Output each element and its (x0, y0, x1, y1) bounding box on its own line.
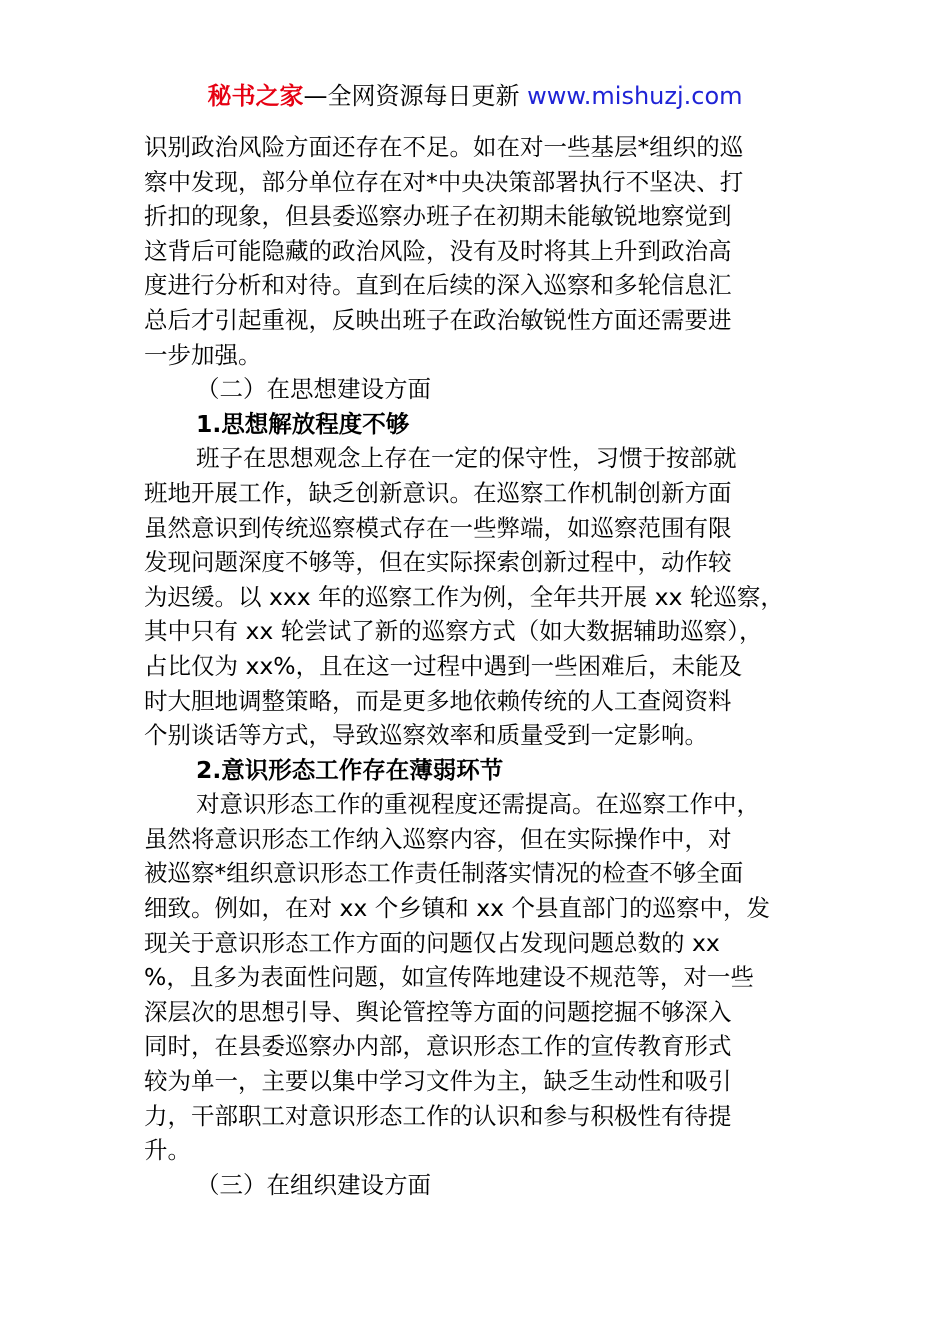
body-text-line: 虽然将意识形态工作纳入巡察内容，但在实际操作中，对 (144, 824, 732, 853)
body-text-line: 虽然意识到传统巡察模式存在一些弊端，如巡察范围有限 (144, 513, 732, 542)
body-text-line: 察中发现，部分单位存在对*中央决策部署执行不坚决、打 (144, 167, 744, 196)
section-subheading: 1.思想解放程度不够 (196, 409, 410, 438)
site-url-link[interactable]: www.mishuzj.com (527, 82, 743, 110)
site-tagline: —全网资源每日更新 (303, 82, 520, 110)
section-subheading: 2.意识形态工作存在薄弱环节 (196, 755, 504, 784)
body-text-line: 其中只有 xx 轮尝试了新的巡察方式（如大数据辅助巡察）， (144, 617, 763, 646)
body-text-line: 这背后可能隐藏的政治风险，没有及时将其上升到政治高 (144, 236, 732, 265)
section-heading: （二）在思想建设方面 (196, 375, 431, 404)
site-header (0, 80, 950, 112)
body-text-line: 占比仅为 xx%，且在这一过程中遇到一些困难后，未能及 (144, 651, 743, 680)
body-text-line: %，且多为表面性问题，如宣传阵地建设不规范等，对一些 (144, 963, 754, 992)
body-text-line: 深层次的思想引导、舆论管控等方面的问题挖掘不够深入 (144, 997, 732, 1026)
body-text-line: 对意识形态工作的重视程度还需提高。在巡察工作中， (196, 790, 760, 819)
body-text-line: 度进行分析和对待。直到在后续的深入巡察和多轮信息汇 (144, 271, 732, 300)
document-body (144, 130, 834, 1202)
body-text-line: 同时，在县委巡察办内部，意识形态工作的宣传教育形式 (144, 1032, 732, 1061)
body-text-line: 时大胆地调整策略，而是更多地依赖传统的人工查阅资料 (144, 686, 732, 715)
body-text-line: 发现问题深度不够等，但在实际探索创新过程中，动作较 (144, 548, 732, 577)
body-text-line: 一步加强。 (144, 340, 262, 369)
body-text-line: 较为单一，主要以集中学习文件为主，缺乏生动性和吸引 (144, 1067, 732, 1096)
section-heading: （三）在组织建设方面 (196, 1170, 431, 1199)
body-text-line: 识别政治风险方面还存在不足。如在对一些基层*组织的巡 (144, 133, 744, 161)
body-text-line: 班子在思想观念上存在一定的保守性，习惯于按部就 (196, 444, 737, 473)
body-text-line: 为迟缓。以 xxx 年的巡察工作为例，全年共开展 xx 轮巡察， (144, 582, 784, 611)
body-text-line: 个别谈话等方式，导致巡察效率和质量受到一定影响。 (144, 721, 708, 750)
body-text-line: 班地开展工作，缺乏创新意识。在巡察工作机制创新方面 (144, 478, 732, 507)
body-text-line: 总后才引起重视，反映出班子在政治敏锐性方面还需要进 (144, 305, 732, 334)
site-brand: 秘书之家 (207, 82, 304, 110)
body-text-line: 被巡察*组织意识形态工作责任制落实情况的检查不够全面 (144, 859, 744, 888)
body-text-line: 现关于意识形态工作方面的问题仅占发现问题总数的 xx (144, 928, 720, 957)
body-text-line: 细致。例如，在对 xx 个乡镇和 xx 个县直部门的巡察中，发 (144, 894, 771, 923)
body-text-line: 折扣的现象，但县委巡察办班子在初期未能敏锐地察觉到 (144, 202, 732, 231)
body-text-line: 升。 (144, 1136, 191, 1165)
body-text-line: 力，干部职工对意识形态工作的认识和参与积极性有待提 (144, 1101, 732, 1130)
